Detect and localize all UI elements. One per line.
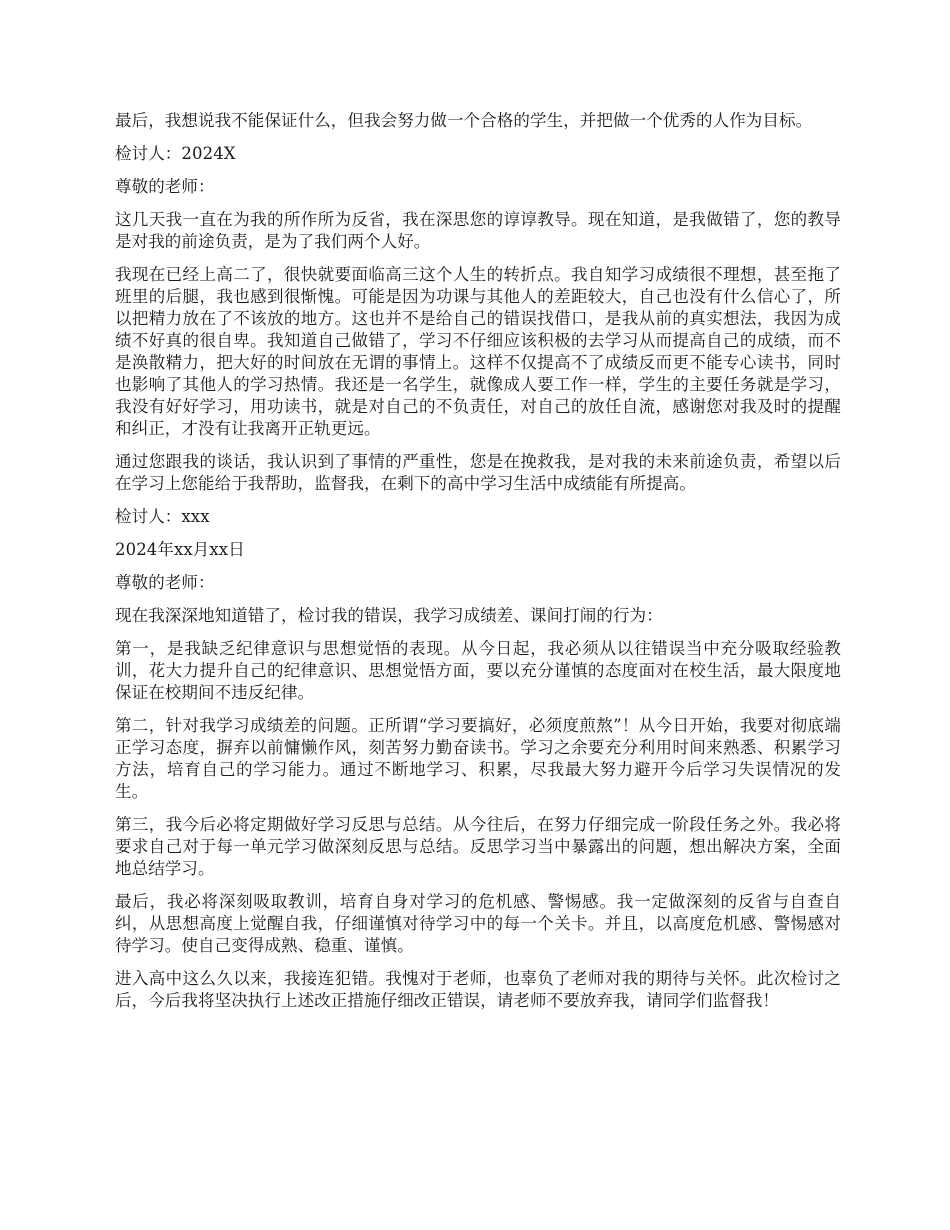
body-paragraph: 我现在已经上高二了，很快就要面临高三这个人生的转折点。我自知学习成绩很不理想，甚至拖了班里的后腿，我也感到很惭愧。可能是因为功课与其他人的差距较大，自己也没有什么信心了，所以把精力放在了不该放的地方。这也并不是给自己的错误找借口，是我从前的真实想法，我因为成绩不好真的很自卑。我知道自己做错了，学习不仔细应该积极的去学习从而提高自己的成绩，而不是涣散精力，把大好的时间放在无谓的事情上。这样不仅提高不了成绩反而更不能专心读书，同时也影响了其他人的学习热情。我还是一名学生，就像成人要工作一样，学生的主要任务就是学习，我没有好好学习，用功读书，就是对自己的不负责任，对自己的放任自流，感谢您对我及时的提醒和纠正，才没有让我离开正轨更远。: [115, 265, 841, 438]
salutation: 尊敬的老师：: [115, 177, 215, 196]
body-paragraph: 第三，我今后必将定期做好学习反思与总结。从今往后，在努力仔细完成一阶段任务之外。我必将要求自己对于每一单元学习做深刻反思与总结。反思学习当中暴露出的问题，想出解决方案，全面地总结学习。: [115, 815, 841, 878]
body-paragraph: 通过您跟我的谈话，我认识到了事情的严重性，您是在挽救我，是对我的未来前途负责，希望以后在学习上您能给于我帮助，监督我，在剩下的高中学习生活中成绩能有所提高。: [115, 452, 841, 493]
body-paragraph: 最后，我必将深刻吸取教训，培育自身对学习的危机感、警惕感。我一定做深刻的反省与自查自纠，从思想高度上觉醒自我，仔细谨慎对待学习中的每一个关卡。并且，以高度危机感、警惕感对待学习。使自己变得成熟、稳重、谨慎。: [115, 892, 841, 955]
body-paragraph: 现在我深深地知道错了，检讨我的错误，我学习成绩差、课间打闹的行为：: [115, 606, 663, 625]
salutation: 尊敬的老师：: [115, 573, 215, 592]
closing-paragraph: 最后，我想说我不能保证什么，但我会努力做一个合格的学生，并把做一个优秀的人作为目标。: [115, 111, 813, 130]
body-paragraph: 第二，针对我学习成绩差的问题。正所谓“学习要搞好，必须度煎熬”！从今日开始，我要对彻底端正学习态度，摒弃以前慵懒作风，刻苦努力勤奋读书。学习之余要充分利用时间来熟悉、积累学习方法，培育自己的学习能力。通过不断地学习、积累，尽我最大努力避开今后学习失误情况的发生。: [115, 716, 841, 801]
date-line: 2024年xx月xx日: [115, 540, 245, 559]
document-page: [115, 110, 841, 1023]
body-paragraph: 第一，是我缺乏纪律意识与思想觉悟的表现。从今日起，我必须从以往错误当中充分吸取经验教训，花大力提升自己的纪律意识、思想觉悟方面，要以充分谨慎的态度面对在校生活，最大限度地保证在校期间不违反纪律。: [115, 639, 841, 702]
closing-paragraph: 进入高中这么久以来，我接连犯错。我愧对于老师，也辜负了老师对我的期待与关怀。此次检讨之后，今后我将坚决执行上述改正措施仔细改正错误，请老师不要放弃我，请同学们监督我！: [115, 969, 841, 1010]
signature-line: 检讨人：xxx: [115, 507, 210, 526]
signature-line: 检讨人：2024X: [115, 144, 236, 163]
body-paragraph: 这几天我一直在为我的所作所为反省，我在深思您的谆谆教导。现在知道，是我做错了，您的教导是对我的前途负责，是为了我们两个人好。: [115, 210, 841, 251]
